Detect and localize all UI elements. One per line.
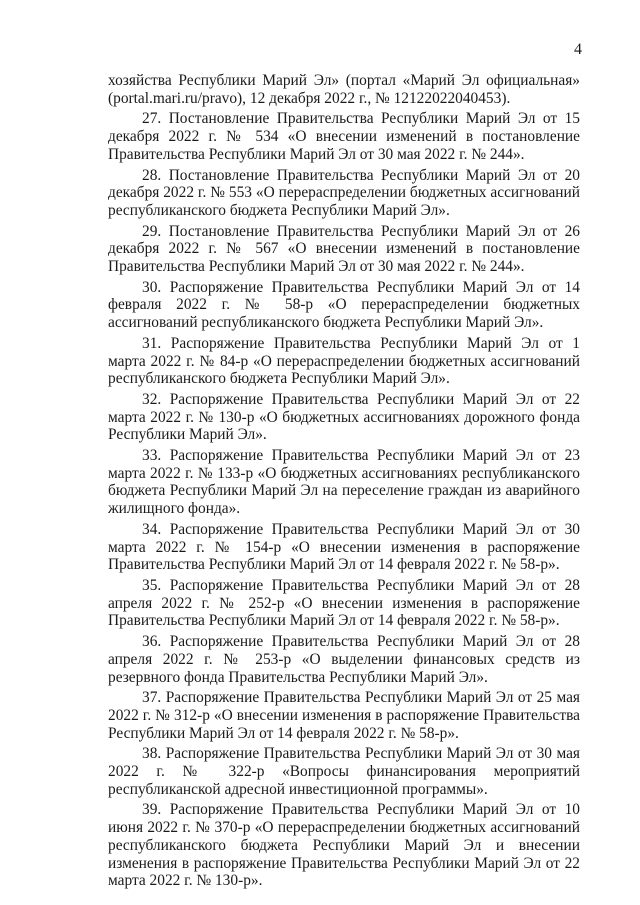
list-item-29: 29. Постановление Правительства Республики Марий Эл от 26 декабря 2022 г. № 567 «О внесении изменений в постановление Правительства Республики Марий Эл от 30 мая 2022 г. № 244».: [108, 222, 580, 276]
list-item-33: 33. Распоряжение Правительства Республики Марий Эл от 23 марта 2022 г. № 133-р «О бюджетных ассигнованиях республиканского бюджета Республики Марий Эл на переселение граждан из аварийного жилищного фонда».: [108, 447, 580, 518]
list-item-37: 37. Распоряжение Правительства Республики Марий Эл от 25 мая 2022 г. № 312-р «О внесении изменения в распоряжение Правительства Республики Марий Эл от 14 февраля 2022 г. № 58-р».: [108, 689, 580, 742]
paragraph-continuation: хозяйства Республики Марий Эл» (портал «Марий Эл официальная» (portal.mari.ru/pravo), 12 декабря 2022 г., № 12122022040453).: [108, 72, 580, 107]
list-item-27: 27. Постановление Правительства Республики Марий Эл от 15 декабря 2022 г. № 534 «О внесении изменений в постановление Правительства Республики Марий Эл от 30 мая 2022 г. № 244».: [108, 110, 580, 163]
list-item-34: 34. Распоряжение Правительства Республики Марий Эл от 30 марта 2022 г. № 154-р «О внесении изменения в распоряжение Правительства Республики Марий Эл от 14 февраля 2022 г. № 58-р».: [108, 520, 580, 574]
list-item-36: 36. Распоряжение Правительства Республики Марий Эл от 28 апреля 2022 г. № 253-р «О выделении финансовых средств из резервного фонда Правительства Республики Марий Эл».: [108, 633, 580, 686]
list-item-30: 30. Распоряжение Правительства Республики Марий Эл от 14 февраля 2022 г. № 58-р «О перераспределении бюджетных ассигнований республиканского бюджета Республики Марий Эл».: [108, 278, 580, 332]
list-item-39: 39. Распоряжение Правительства Республики Марий Эл от 10 июня 2022 г. № 370-р «О перераспределении бюджетных ассигнований республиканского бюджета Республики Марий Эл и внесении изменения в распоряжение Правительства Республики Марий Эл от 22 марта 2022 г. № 130-р».: [108, 801, 580, 890]
list-item-28: 28. Постановление Правительства Республики Марий Эл от 20 декабря 2022 г. № 553 «О перераспределении бюджетных ассигнований республиканского бюджета Республики Марий Эл».: [108, 166, 580, 219]
list-item-32: 32. Распоряжение Правительства Республики Марий Эл от 22 марта 2022 г. № 130-р «О бюджетных ассигнованиях дорожного фонда Республики Марий Эл».: [108, 390, 580, 444]
document-body: [108, 72, 580, 890]
list-item-38: 38. Распоряжение Правительства Республики Марий Эл от 30 мая 2022 г. № 322-р «Вопросы финансирования мероприятий республиканской адресной инвестиционной программы».: [108, 745, 580, 798]
page-number: 4: [574, 41, 582, 58]
list-item-35: 35. Распоряжение Правительства Республики Марий Эл от 28 апреля 2022 г. № 252-р «О внесении изменения в распоряжение Правительства Республики Марий Эл от 14 февраля 2022 г. № 58-р».: [108, 576, 580, 630]
list-item-31: 31. Распоряжение Правительства Республики Марий Эл от 1 марта 2022 г. № 84-р «О перераспределении бюджетных ассигнований республиканского бюджета Республики Марий Эл».: [108, 334, 580, 388]
